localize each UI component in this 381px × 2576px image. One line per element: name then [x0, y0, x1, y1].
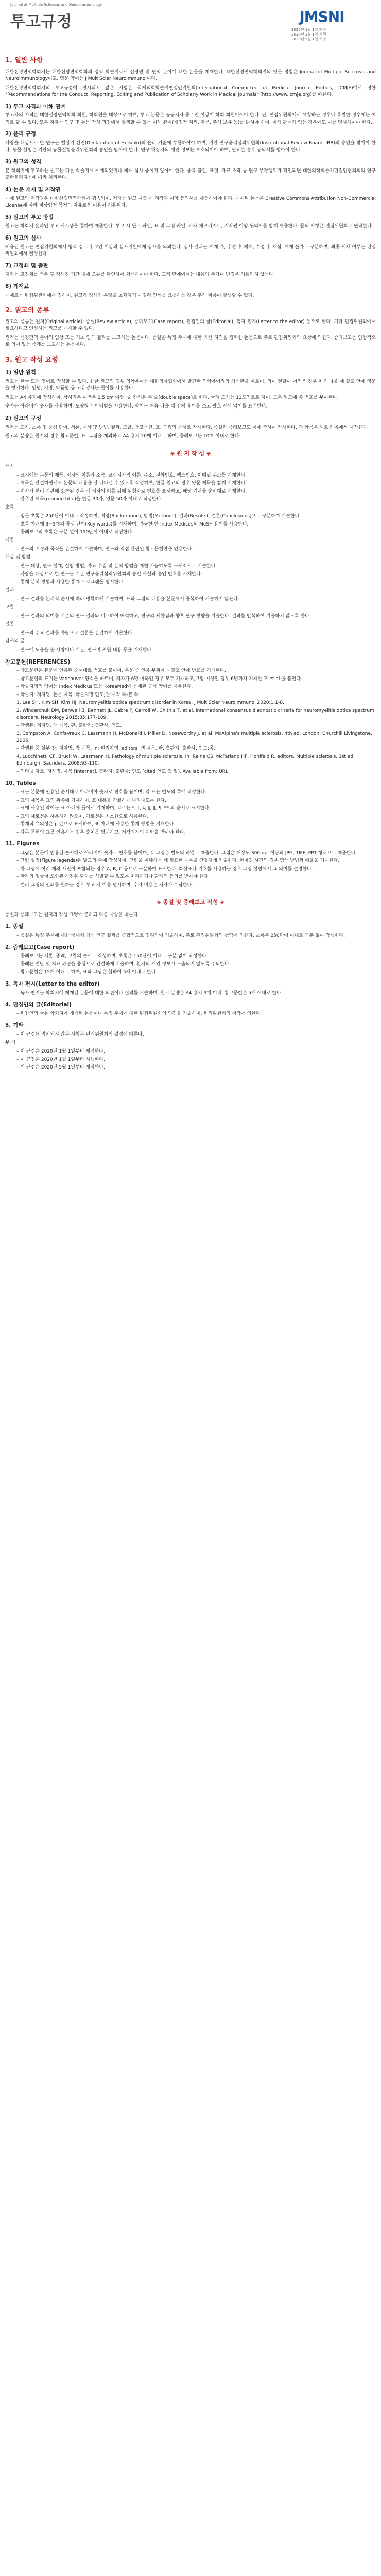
paragraph: 원저는 표지, 초록 및 중심 단어, 서론, 대상 및 방법, 결과, 고찰, 참고문헌, 표, 그림의 순서로 작성한다. 종설과 증례보고도 이에 준하여 작성한다. 각 항목은 새로운 쪽에서 시작한다. [5, 425, 369, 430]
list-item: – 저자가 여러 기관에 소속된 경우 각 저자의 이름 뒤에 위첨자로 번호를 표시하고, 해당 기관을 순서대로 기재한다. [16, 488, 247, 494]
list-item: – 연구 결과를 논리적 순서에 따라 명확하게 기술하며, 표와 그림의 내용을 본문에서 중복하여 기술하지 않는다. [16, 597, 239, 602]
list-item: – 표의 세로선은 사용하지 않으며, 가로선은 최소한으로 사용한다. [16, 814, 149, 819]
subsection-heading: 2) 윤리 규정 [5, 131, 36, 138]
reference-item: 4. Lucchinetti CF, Bruck W, Lassmann H. Pathology of multiple sclerosis. In: Raine CS, McFarland HF, Hohlfeld R, editors. Multiple sclerosis. 1st ed. Edinburgh: Saunders, 2008;93-110. [16, 754, 355, 767]
paragraph: 결과 [5, 587, 14, 593]
list-item: – 이 규정에 명시되지 않은 사항은 편집위원회의 결정에 따른다. [16, 1032, 144, 1037]
subsection-heading: 6) 원고의 심사 [5, 234, 42, 241]
section-banner: ◈ 종설 및 증례보고 작성 ◈ [157, 899, 224, 906]
list-item: – 컬러 그림의 인쇄를 원하는 경우 투고 시 이를 명시하며, 추가 비용은 저자가 부담한다. [16, 882, 194, 888]
revision-line: 2020년 1월 1일 제정 [291, 28, 326, 32]
page-title: 투고규정 [10, 13, 72, 31]
paragraph: 원고의 종류는 원저(Original article), 종설(Review article), 증례보고(Case report), 편집인의 글(Editorial), 독자 편지(Letter to the editor) 등으로 한다. 기타 편집위원회에서 필요하다고 인정하는 원고를 게재할 수 있다. [5, 319, 376, 331]
list-item: – 이 규정은 2020년 1월 1일부터 시행한다. [16, 1057, 105, 1062]
list-item: – 연구에 도움을 준 사람이나 기관, 연구비 지원 내용 등을 기재한다. [16, 648, 153, 653]
paragraph: 표지 [5, 464, 14, 469]
list-item: – 연구의 배경과 목적을 간결하게 기술하며, 연구와 직접 관련된 참고문헌만을 인용한다. [16, 547, 194, 552]
list-item: – 참고문헌의 표기는 Vancouver 양식을 따르며, 저자가 6명 이하인 경우 모두 기재하고, 7명 이상인 경우 6명까지 기재한 후 et al.을 붙인다. [16, 676, 302, 682]
list-item: – 그림 설명(Figure legends)은 별도의 쪽에 작성하며, 그림을 이해하는 데 필요한 내용을 간결하게 기술한다. 현미경 사진의 경우 염색 방법과 배율을 기재한다. [16, 858, 340, 864]
list-item: – 인터넷 자료: 저자명. 제목 [Internet]. 출판지: 출판사; 연도 [cited 연도 월 일]. Available from: URL. [16, 769, 230, 774]
paragraph: 원고는 한글 또는 영어로 작성할 수 있다. 한글 원고의 경우 의학용어는 대한의사협회에서 발간한 의학용어집의 최신판을 따르며, 의미 전달이 어려운 경우 처음 나올 때 괄호 안에 영문을 병기한다. 인명, 지명, 약품명 등 고유명사는 원어를 사용한다. [5, 379, 376, 392]
revision-line: 2020년 5월 1일 개정 [291, 37, 326, 42]
subsection-heading: 11. Figures [5, 841, 40, 847]
paragraph: 원저는 신경면역 분야의 임상 또는 기초 연구 결과를 보고하는 논문이다. 종설은 특정 주제에 대한 최신 지견을 정리한 논문으로 주로 편집위원회의 요청에 의한다. 증례보고는 임상적으로 의미 있는 증례를 보고하는 논문이다. [5, 335, 376, 347]
list-item: – 이 규정은 2020년 5월 1일부터 개정한다. [16, 1065, 105, 1070]
list-item: – 표는 본문에 인용된 순서대로 아라비아 숫자로 번호를 붙이며, 각 표는 별도의 쪽에 작성한다. [16, 790, 207, 795]
list-item: – 다른 문헌의 표를 인용하는 경우 출처를 명시하고, 저작권자의 허락을 받아야 한다. [16, 829, 186, 835]
list-item: – 표에 사용된 약어는 표 아래에 풀어서 기재하며, 각주는 *, †, ‡, §, ∥, ¶, ** 의 순서로 표시한다. [16, 806, 211, 811]
subsection-heading: 10. Tables [5, 780, 36, 787]
paragraph: 투고자의 자격은 대한신경면역학회 회원, 학회원을 대상으로 하며, 투고 논문은 공동저자 중 1인 이상이 학회 회원이어야 한다. 단, 편집위원회에서 요청하는 경우나 특별한 경우에는 예외로 할 수 있다. 모든 저자는 연구 및 논문 작성 과정에서 발생할 수 있는 이해 관계(재정적 지원, 자문, 주식 보유 등)를 밝혀야 하며, 이해 관계가 없는 경우에도 이를 명시하여야 한다. [5, 113, 376, 125]
paragraph: 숫자는 아라비아 숫자를 사용하며, 도량형은 미터법을 사용한다. 약어는 처음 나올 때 전체 용어를 쓰고 괄호 안에 약어를 표기한다. [5, 404, 268, 410]
paragraph: 고찰 [5, 604, 14, 610]
list-item: – 편집인의 글은 학회지에 게재된 논문이나 특정 주제에 대한 편집위원회의 의견을 기술하며, 편집위원회의 청탁에 의한다. [16, 1011, 262, 1016]
revision-dates [291, 28, 355, 42]
subsection-heading: 1) 투고 자격과 이해 관계 [5, 103, 66, 110]
list-item: – 증례보고의 초록은 구분 없이 150단어 이내로 작성한다. [16, 530, 134, 535]
revision-line: 2020년 1월 1일 시행 [291, 32, 326, 37]
paragraph: 부 칙 [5, 1040, 16, 1045]
logo-text: JMSNI [299, 8, 344, 25]
section-heading: 2. 원고의 종류 [5, 307, 49, 314]
subsection-heading: 참고문헌(REFERENCES) [5, 658, 71, 665]
list-item: – 간추린 제목(running title)을 한글 30자, 영문 50자 이내로 작성한다. [16, 497, 163, 502]
list-item: – 연구 결과의 의미를 기존의 연구 결과와 비교하여 해석하고, 연구의 제한점과 향후 연구 방향을 기술한다. 결과를 반복하여 기술하지 않도록 한다. [16, 614, 311, 619]
list-item: – 증례는 진단 및 치료 과정을 중심으로 간결하게 기술하며, 환자의 개인 정보가 노출되지 않도록 주의한다. [16, 961, 231, 967]
list-item: – 독자 편지는 학회지에 게재된 논문에 대한 의견이나 질의를 기술하며, 원고 분량은 A4 용지 3매 이내, 참고문헌은 5개 이내로 한다. [16, 990, 283, 996]
paragraph: 대한신경면역학회지의 투고규정에 명시되지 않은 사항은 국제의학학술지편집인위원회(International Committee of Medical Journal Editors, ICMJE)에서 정한 "Recommendations for the Conduct, Reporting, Editing and Publication of Scholarly Work in Medical Journals" (http://www.icmje.org)를 따른다. [5, 85, 376, 97]
paragraph: 저자는 교정쇄를 받은 후 정해진 기간 내에 오류를 확인하여 회신하여야 한다. 교정 단계에서는 내용의 추가나 변경은 허용되지 않는다. [5, 272, 275, 278]
paragraph: 대한신경면역학회지는 대한신경면역학회의 정식 학술지로서 신경면 및 면역 분야에 대한 논문을 게재한다. 대한신경면역학회지의 영문 명칭은 Journal of Multiple Sclerosis and Neuroimmunology이고, 영문 약어는 J Mult Scler Neuroimmunol이다. [5, 69, 376, 81]
subsection-heading: 3. 독자 편지(Letter to the editor) [5, 980, 100, 987]
list-item: – 환자의 얼굴이 포함된 사진은 환자를 식별할 수 없도록 처리하거나 환자의 동의를 받아야 한다. [16, 874, 210, 880]
reference-item: 2. Wingerchuk DM, Banwell B, Bennett JL, Cabre P, Carroll W, Chitnis T, et al. International consensus diagnostic criteria for neuromyelitis optica spectrum disorders. Neurology 2015;85:177-189. [16, 708, 374, 721]
paragraph: 제출된 원고는 편집위원회에서 형식 검토 후 2인 이상의 심사위원에게 심사를 의뢰한다. 심사 결과는 게재 가, 수정 후 게재, 수정 후 재심, 게재 불가로 구분하며, 최종 게재 여부는 편집위원회에서 결정한다. [5, 244, 376, 257]
subsection-heading: 2. 증례보고(Case report) [5, 944, 75, 951]
list-item: – 초록 아래에 3~5개의 중심 단어(Key words)를 기재하며, 가능한 한 Index Medicus의 MeSH 용어를 사용한다. [16, 521, 249, 527]
list-item: – 통계 분석 방법과 사용한 통계 프로그램을 명시한다. [16, 580, 125, 585]
list-item: – 통계적 유의성은 p 값으로 표시하며, 표 아래에 사용한 통계 방법을 기재한다. [16, 822, 176, 827]
section-heading: 3. 원고 작성 요령 [5, 355, 58, 364]
section-banner: ◈ 원 저 작 성 ◈ [170, 450, 211, 457]
list-item: – 참고문헌은 본문에 인용된 순서대로 번호를 붙이며, 본문 중 인용 부위에 대괄호 안에 번호를 기재한다. [16, 668, 226, 674]
paragraph: 본 학회지에 투고하는 원고는 다른 학술지에 게재되었거나 게재 심사 중이지 않아야 한다. 중복 출판, 표절, 자료 조작 등 연구 부정행위가 확인되면 대한의학학술지편집인협의회의 연구출판윤리지침에 따라 처리한다. [5, 168, 376, 181]
list-item: – 이 규정은 2020년 1월 1일부터 제정한다. [16, 1049, 105, 1054]
subsection-heading: 5. 기타 [5, 1022, 24, 1029]
subsection-heading: 8) 게재료 [5, 283, 29, 290]
list-item: – 참고문헌은 15개 이내로 하며, 표와 그림은 합하여 5개 이내로 한다. [16, 970, 158, 975]
journal-name: Journal of Multiple Sclerosis and Neuroimmunology [10, 3, 102, 7]
list-item: – 종설은 특정 주제에 대한 국내외 최신 연구 결과를 종합적으로 정리하여 기술하며, 주로 편집위원회의 청탁에 의한다. 초록은 250단어 이내로 구분 없이 작성한다. [16, 933, 345, 938]
reference-item: 1. Lee SH, Kim SH, Kim HJ. Neuromyelitis optica spectrum disorder in Korea. J Mult Scler Neuroimmunol 2020;1:1-8. [16, 700, 284, 706]
list-item: – 증례보고는 서론, 증례, 고찰의 순서로 작성하며, 초록은 150단어 이내로 구분 없이 작성한다. [16, 954, 208, 959]
paragraph: 게재 원고의 저작권은 대한신경면역학회에 귀속되며, 저자는 원고 제출 시 저작권 이양 동의서를 제출하여야 한다. 게재된 논문은 Creative Commons Attribution Non-Commercial License에 따라 비상업적 목적의 자유로운 이용이 허용된다. [5, 196, 376, 208]
subsection-heading: 1. 종설 [5, 923, 24, 930]
list-item: – 표지에는 논문의 제목, 저자의 이름과 소속, 교신저자의 이름, 주소, 전화번호, 팩스번호, 이메일 주소를 기재한다. [16, 472, 247, 478]
list-item: – 한 그림에 여러 개의 사진이 포함되는 경우 A, B, C 등으로 구분하여 표시한다. 화살표나 기호를 사용하는 경우 그림 설명에서 그 의미를 설명한다. [16, 866, 313, 872]
section-heading: 1. 일반 사항 [5, 57, 43, 64]
subsection-heading: 3) 원고의 성격 [5, 159, 42, 165]
list-item: – 학술지명의 약어는 Index Medicus 또는 KoreaMed에 등재된 공식 약어를 사용한다. [16, 684, 193, 690]
paragraph: 원고의 분량은 원저의 경우 참고문헌, 표, 그림을 제외하고 A4 용지 20매 이내로 하며, 증례보고는 10매 이내로 한다. [5, 434, 241, 439]
subsection-heading: 4) 논문 게재 및 저작권 [5, 186, 61, 193]
reference-item: 3. Compston A, Confavreux C, Lassmann H, McDonald I, Miller D, Noseworthy J, et al. McAlpine's multiple sclerosis. 4th ed. London: Churchill Livingstone, 2006. [16, 731, 372, 743]
list-item: – 연구 대상, 연구 설계, 실험 방법, 자료 수집 및 분석 방법을 재현 가능하도록 구체적으로 기술한다. [16, 564, 217, 569]
list-item: – 학술지: 저자명. 논문 제목. 학술지명 연도;권:시작 쪽-끝 쪽. [16, 692, 140, 698]
page [0, 0, 381, 1093]
paragraph: 결론 [5, 621, 14, 627]
list-item: – 연구의 주요 결과를 바탕으로 결론을 간결하게 기술한다. [16, 631, 134, 636]
list-item: – 단행본: 저자명. 책 제목. 판. 출판지: 출판사, 연도. [16, 723, 122, 728]
paragraph: 원고는 A4 용지에 작성하며, 상하좌우 여백은 2.5 cm 이상, 줄 간격은 두 줄(double space)로 한다. 글자 크기는 11포인트로 하며, 모든 원고에 쪽 번호를 부여한다. [5, 395, 339, 400]
subsection-heading: 1) 일반 원칙 [5, 369, 36, 376]
paragraph: 원고는 학회지 온라인 투고 시스템을 통하여 제출한다. 투고 시 원고 파일, 표 및 그림 파일, 저자 체크리스트, 저작권 이양 동의서를 함께 제출한다. 문의 사항은 편집위원회로 연락한다. [5, 224, 373, 229]
paragraph: 서론 [5, 537, 14, 543]
list-item: – 영문 초록은 250단어 이내로 작성하며, 배경(Background), 방법(Methods), 결과(Results), 결론(Conclusions)으로 구분하여 기술한다. [16, 514, 301, 519]
paragraph: 대상 및 방법 [5, 554, 31, 560]
paragraph: 초록 [5, 504, 14, 510]
list-item: – 제목은 간결하면서도 논문의 내용을 잘 나타낼 수 있도록 작성하며, 한글 원고의 경우 영문 제목을 함께 기재한다. [16, 481, 247, 486]
list-item: – 그림은 본문에 인용된 순서대로 아라비아 숫자로 번호를 붙이며, 각 그림은 별도의 파일로 제출한다. 그림은 해상도 300 dpi 이상의 JPG, TIFF, PPT 형식으로 제출한다. [16, 850, 357, 856]
subsection-heading: 4. 편집인의 글(Editorial) [5, 1002, 72, 1008]
subsection-heading: 7) 교정쇄 및 출판 [5, 262, 48, 269]
document-body [5, 44, 376, 1072]
header [5, 0, 376, 44]
subsection-heading: 5) 원고의 투고 방법 [5, 214, 54, 221]
paragraph: 사람을 대상으로 한 연구는 헬싱키 선언(Declaration of Helsinki)의 윤리 기준에 부합하여야 하며, 기관 연구윤리심의위원회(Institutional Review Board, IRB)의 승인을 받아야 한다. 동물 실험은 기관의 동물실험윤리위원회의 승인을 받아야 한다. 연구 대상자의 개인 정보는 보호되어야 하며, 필요한 경우 동의서를 받아야 한다. [5, 141, 376, 153]
list-item: – 사람을 대상으로 한 연구는 기관 연구윤리심의위원회의 승인 사실과 승인 번호를 기재한다. [16, 571, 202, 577]
subsection-heading: 2) 원고의 구성 [5, 415, 42, 421]
journal-logo [288, 6, 355, 42]
list-item: – 단행본 중 일부 장: 저자명. 장 제목. In: 편집자명, editors. 책 제목. 판. 출판지: 출판사, 연도;쪽. [16, 746, 215, 752]
paragraph: 종설과 증례보고는 원저의 작성 요령에 준하되 다음 사항을 따른다. [5, 912, 140, 918]
paragraph: 게재료는 편집위원회에서 정하며, 원고가 정해진 분량을 초과하거나 컬러 인쇄를 요청하는 경우 추가 비용이 발생할 수 있다. [5, 293, 254, 298]
paragraph: 감사의 글 [5, 638, 25, 644]
list-item: – 표의 제목은 표의 위쪽에 기재하며, 표 내용을 간결하게 나타내도록 한다. [16, 798, 166, 803]
